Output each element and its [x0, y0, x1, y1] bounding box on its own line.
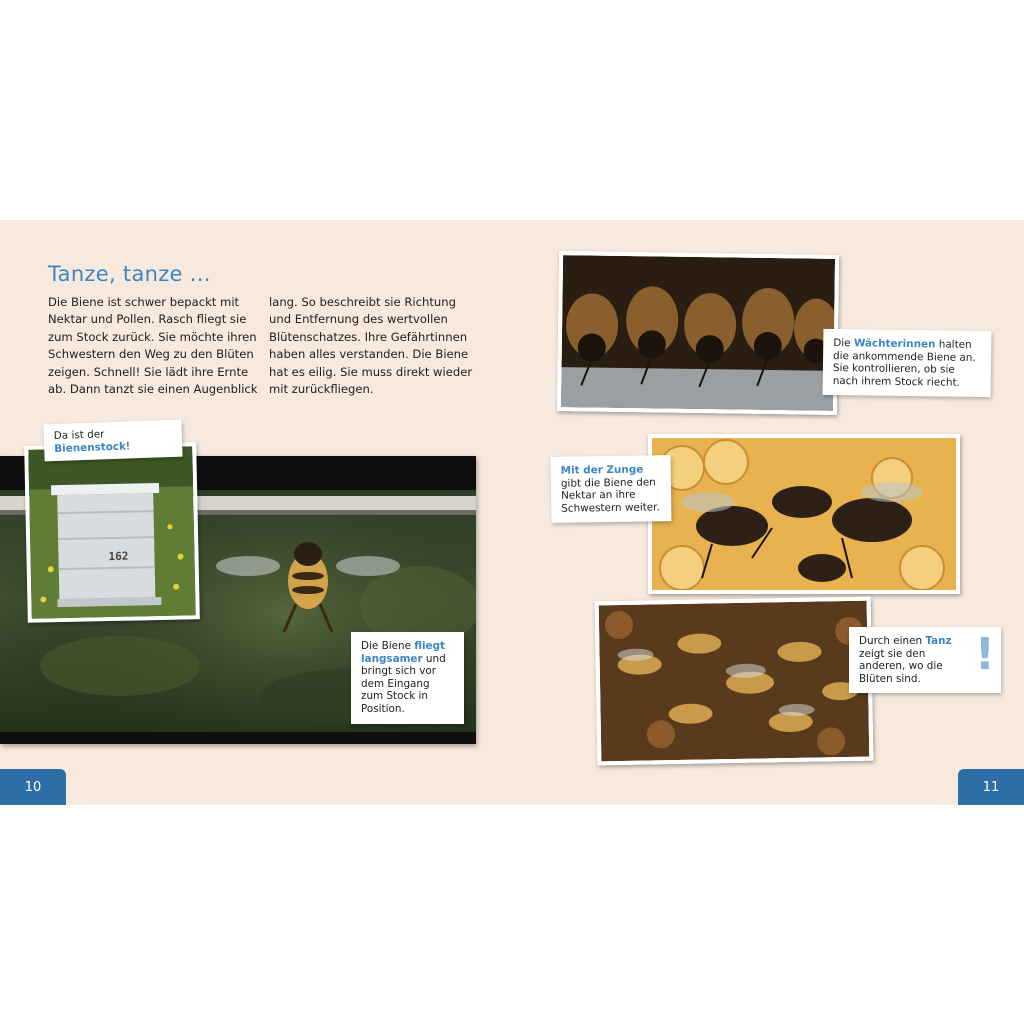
- caption-beehive: Da ist der Bienenstock!: [43, 420, 182, 462]
- caption-guard-bees: Die Wächterinnen halten die ankommende Biene an. Sie kontrollieren, ob sie nach ihrem Stock riecht.: [823, 329, 992, 398]
- caption-flying-bee: Die Biene fliegt langsamer und bringt sich vor dem Eingang zum Stock in Position.: [351, 632, 464, 724]
- hive-number-label: 162: [108, 549, 129, 564]
- body-text-column-1: Die Biene ist schwer bepackt mit Nektar und Pollen. Rasch fliegt sie zum Stock zurück. Sie möchte ihren Schwestern den Weg zu den Blüten zeigen. Schnell! Sie lädt ihre Ernte ab. Dann tanzt sie einen Augenblick: [48, 295, 258, 397]
- body-text-column-2: lang. So beschreibt sie Richtung und Entfernung des wertvollen Blütenschatzes. Ihre Gefährtinnen haben alles verstanden. Die Biene hat es eilig. Sie muss direkt wieder mit zurückfliegen.: [269, 295, 473, 397]
- beehive-photo: [24, 442, 200, 623]
- caption-nectar-exchange: Mit der Zunge gibt die Biene den Nektar an ihre Schwestern weiter.: [551, 455, 672, 523]
- caption-dance: Durch einen Tanz zeigt sie den anderen, wo die Blüten sind. !: [849, 627, 1001, 693]
- page-number-right: 11: [958, 769, 1024, 805]
- page-number-left: 10: [0, 769, 66, 805]
- book-spread: [0, 220, 1024, 805]
- dancing-bees-photo: [595, 597, 874, 766]
- page-title: Tanze, tanze ...: [48, 262, 211, 286]
- nectar-exchange-photo: [648, 434, 960, 594]
- guard-bees-photo: [557, 251, 839, 415]
- exclamation-icon: !: [974, 629, 995, 680]
